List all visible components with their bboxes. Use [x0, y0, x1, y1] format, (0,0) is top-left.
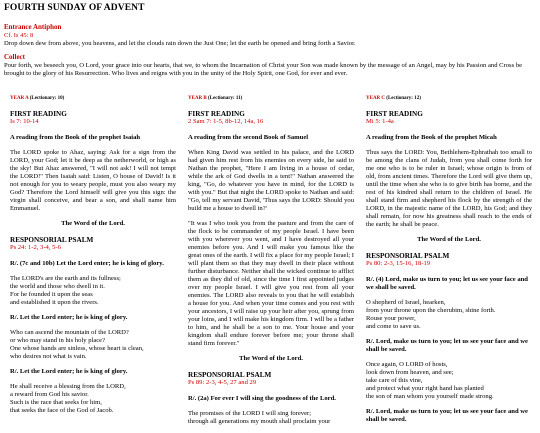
lectionary-number: (Lectionary: 10) — [29, 96, 65, 101]
psalm-response: R/. (4) Lord, make us turn to you; let us see your face and we shall be saved. — [366, 276, 528, 291]
reading-heading: A reading from the Book of the prophet Micah — [366, 134, 497, 141]
year-header — [188, 96, 354, 102]
year-label: YEAR A — [10, 96, 29, 101]
reading-reference: Is 7: 10-14 — [10, 118, 39, 125]
psalm-refrain: R/. Let the Lord enter; he is king of glory. — [10, 314, 128, 321]
responsorial-psalm-label: RESPONSORIAL PSALM — [10, 236, 94, 244]
psalm-verse: He shall receive a blessing from the LORD, a reward from God his savior. Such is the race that seeks for him, that seeks the face of the God of Jacob. — [10, 383, 126, 414]
psalm-verse: Who can ascend the mountain of the LORD? or who may stand in his holy place? One whose hands are sinless, whose heart is clean, who desires not what is vain. — [10, 329, 144, 360]
psalm-response: R/. (2a) For ever I will sing the goodness of the Lord. — [188, 395, 336, 402]
psalm-verse: Once again, O LORD of hosts, look down from heaven, and see; take care of this vine, and protect what your right hand has planted the son of man whom you yourself made strong. — [366, 361, 494, 400]
collect-text: Pour forth, we beseech you, O Lord, your grace into our hearts, that we, to whom the Incarnation of Christ your Son was made known by the message of an Angel, may by his Passion and Cross be brought to the glory of his Resurrection. Who lives and reigns with you in the unity of the Holy Spirit, one God, for ever and ever. — [4, 62, 523, 77]
responsorial-psalm-label: RESPONSORIAL PSALM — [366, 252, 450, 260]
psalm-verse: O shepherd of Israel, hearken, from your throne upon the cherubim, shine forth. Rouse your power, and come to save us. — [366, 299, 496, 330]
lectionary-number: (Lectionary: 11) — [208, 96, 243, 101]
psalm-verse: The promises of the LORD I will sing forever; through all generations my mouth shall proclaim your — [188, 410, 331, 425]
psalm-refrain: R/. Lord, make us turn to you; let us see your face and we shall be saved. — [366, 408, 528, 423]
entrance-antiphon-text: Drop down dew from above, you heavens, and let the clouds rain down the Just One; let the earth be opened and bring forth a Savior. — [4, 40, 356, 47]
year-header — [366, 96, 532, 102]
year-label: YEAR B — [188, 96, 207, 101]
reading-paragraph: When King David was settled in his palace, and the LORD had given him rest from his enemies on every side, he said to Nathan the prophet, "Here I am living in a house of cedar, while the ark of God dwells in a tent!" Nathan answered the king, "Go, do whatever you have in mind, for the LORD is with you." But that night the LORD spoke to Nathan and said: "Go, tell my servant David, 'Thus says the LORD: Should you build me a house to dwell in?' — [188, 149, 354, 212]
year-label: YEAR C — [366, 96, 386, 101]
word-of-the-lord: The Word of the Lord. — [239, 355, 303, 362]
first-reading-label: FIRST READING — [10, 110, 67, 118]
collect-heading: Collect — [4, 53, 25, 61]
year-c-column — [366, 96, 532, 431]
first-reading-label: FIRST READING — [366, 110, 423, 118]
word-of-the-lord: The Word of the Lord. — [61, 220, 125, 227]
reading-reference: 2 Sam 7: 1-5, 8b-12, 14a, 16 — [188, 118, 264, 125]
first-reading-label: FIRST READING — [188, 110, 245, 118]
reading-paragraph: "It was I who took you from the pasture and from the care of the flock to be commander of my people Israel. I have been with you wherever you went, and I have destroyed all your enemies before you. And I will make you famous like the great ones of the earth. I will fix a place for my people Israel; I will plant them so that they may dwell in their place without further disturbance. Neither shall the wicked continue to afflict them as they did of old, since the time I first appointed judges over my people Israel. I will give you rest from all your enemies. The LORD also reveals to you that he will establish a house for you. And when your time comes and you rest with your ancestors, I will raise up your heir after you, sprung from your loins, and I will make his kingdom firm. I will be a father to him, and he shall be a son to me. Your house and your kingdom shall endure forever before me; your throne shall stand firm forever." — [188, 220, 354, 347]
psalm-verse: The LORD's are the earth and its fullness; the world and those who dwell in it. For he founded it upon the seas and established it upon the rivers. — [10, 275, 121, 306]
psalm-refrain: R/. Let the Lord enter; he is king of glory. — [10, 368, 128, 375]
year-b-column — [188, 96, 354, 433]
psalm-response: R/. (7c and 10b) Let the Lord enter; he is king of glory. — [10, 260, 164, 267]
psalm-refrain: R/. Lord, make us turn to you; let us see your face and we shall be saved. — [366, 338, 528, 353]
psalm-reference: Ps 80: 2-3, 15-16, 18-19 — [366, 260, 431, 267]
year-a-column — [10, 96, 176, 422]
reading-reference: Mi 5: 1-4a — [366, 118, 394, 125]
psalm-reference: Ps 89: 2-3, 4-5, 27 and 29 — [188, 379, 257, 386]
reading-paragraph: The LORD spoke to Ahaz, saying: Ask for a sign from the LORD, your God; let it be deep as the netherworld, or high as the sky! But Ahaz answered, "I will not ask! I will not tempt the LORD!" Then Isaiah said: Listen, O house of David! Is it not enough for you to weary people, must you also weary my God? Therefore the Lord himself will give you this sign: the virgin shall conceive, and bear a son, and shall name him Emmanuel. — [10, 149, 176, 212]
psalm-reference: Ps 24: 1-2, 3-4, 5-6 — [10, 244, 61, 251]
entrance-antiphon-ref: Cf. Is 45: 8 — [4, 32, 34, 39]
responsorial-psalm-label: RESPONSORIAL PSALM — [188, 371, 272, 379]
reading-paragraph: Thus says the LORD: You, Bethlehem-Ephrathah too small to be among the clans of Judah, from you shall come forth for me one who is to be ruler in Israel; whose origin is from of old, from ancient times. Therefore the Lord will give them up, until the time when she who is to give birth has borne, and the rest of his kindred shall return to the children of Israel. He shall stand firm and shepherd his flock by the strength of the LORD, in the majestic name of the LORD, his God; and they shall remain, for now his greatness shall reach to the ends of the earth; he shall be peace. — [366, 149, 532, 228]
reading-heading: A reading from the second Book of Samuel — [188, 134, 309, 141]
word-of-the-lord: The Word of the Lord. — [417, 236, 481, 243]
page-title: FOURTH SUNDAY OF ADVENT — [4, 3, 145, 13]
reading-heading: A reading from the Book of the prophet Isaiah — [10, 134, 141, 141]
entrance-antiphon-heading: Entrance Antiphon — [4, 23, 62, 31]
lectionary-number: (Lectionary: 12) — [386, 96, 421, 101]
year-header — [10, 96, 176, 102]
